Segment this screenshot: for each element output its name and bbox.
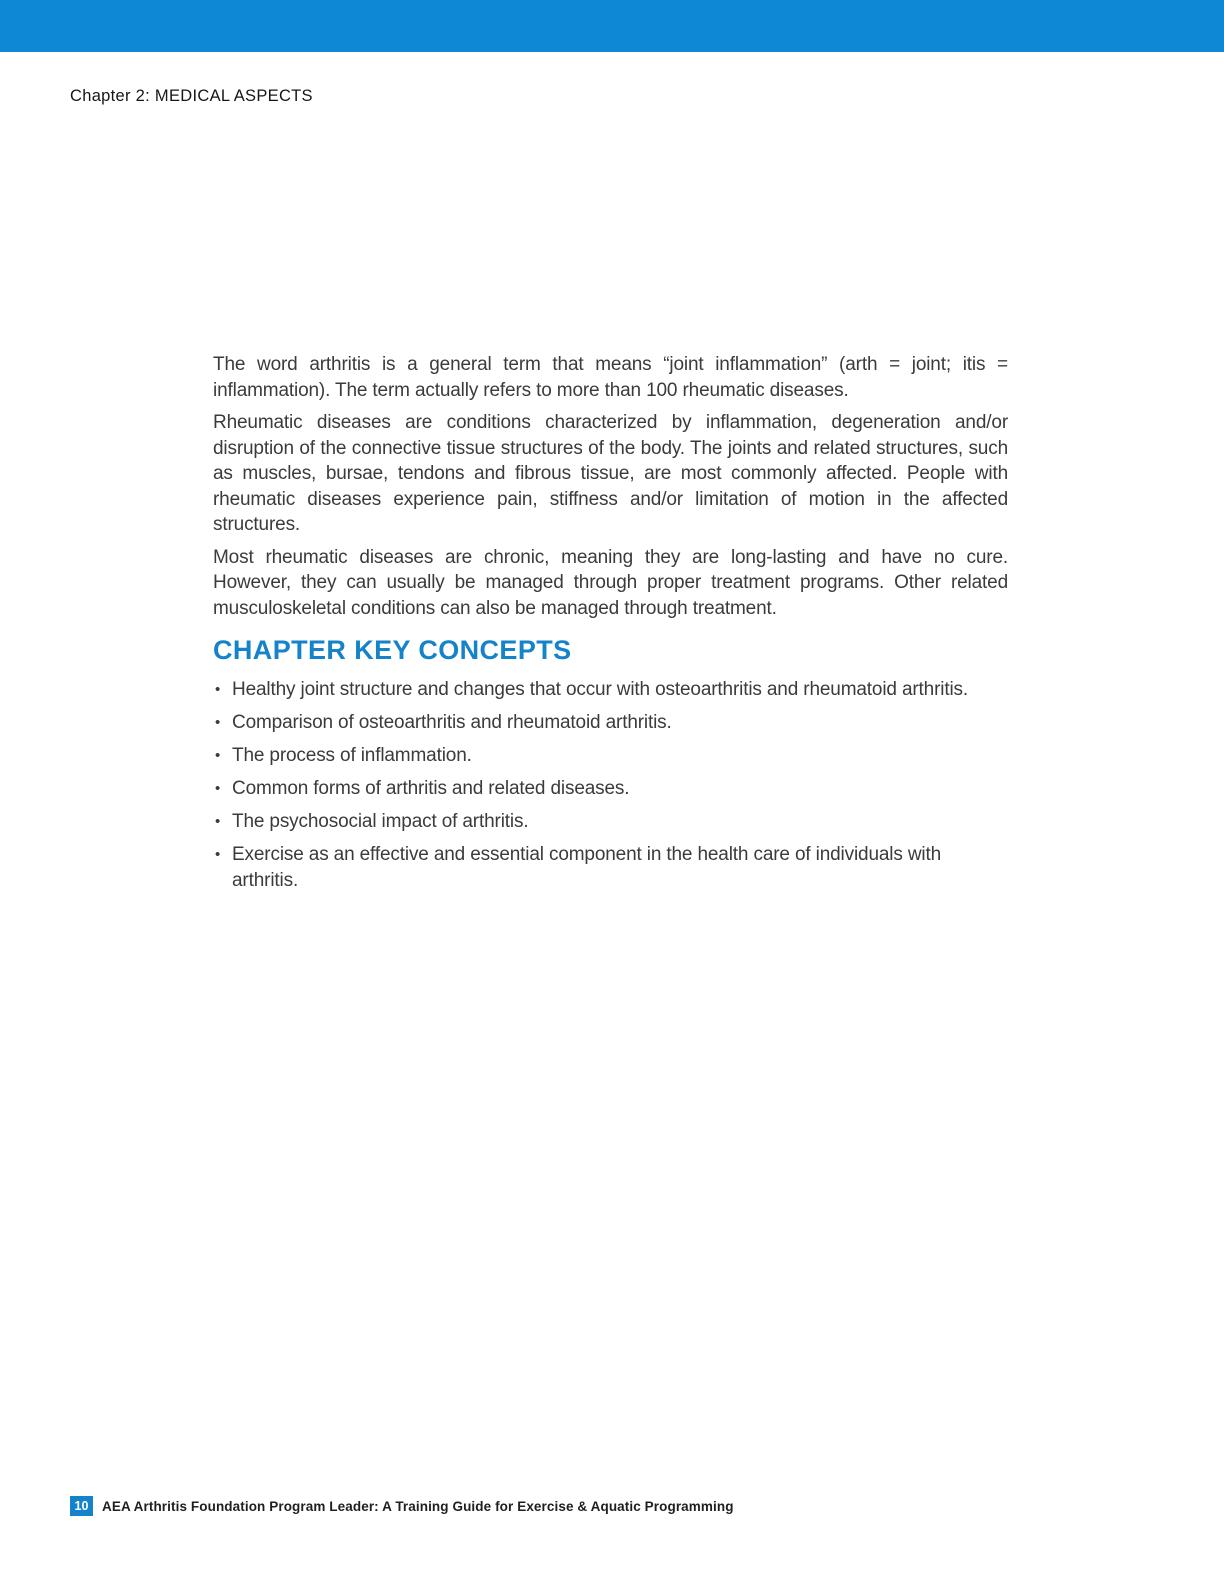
chapter-header: Chapter 2: MEDICAL ASPECTS [70, 87, 313, 105]
footer-title: AEA Arthritis Foundation Program Leader: A Training Guide for Exercise & Aquatic Programming [102, 1498, 734, 1514]
top-banner [0, 0, 1224, 52]
body-paragraph-3: Most rheumatic diseases are chronic, meaning they are long-lasting and have no cure. However, they can usually be managed through proper treatment programs. Other related musculoskeletal conditions can also be managed through treatment. [213, 546, 1008, 619]
list-item [213, 677, 1008, 703]
body-paragraph-2: Rheumatic diseases are conditions characterized by inflammation, degeneration and/or disruption of the connective tissue structures of the body. The joints and related structures, such as muscles, bursae, tendons and fibrous tissue, are most commonly affected. People with rheumatic diseases experience pain, stiffness and/or limitation of motion in the affected structures. [213, 412, 1008, 535]
list-item-text: Common forms of arthritis and related diseases. [232, 778, 630, 799]
bullet-icon: • [215, 681, 221, 698]
bullet-icon: • [215, 846, 221, 863]
list-item [213, 776, 1008, 802]
body-paragraph-1: The word arthritis is a general term that means “joint inflammation” (arth = joint; itis = inflammation). The term actually refers to more than 100 rheumatic diseases. [213, 354, 1008, 401]
bullet-icon: • [215, 780, 221, 797]
list-item [213, 743, 1008, 769]
list-item-text: Comparison of osteoarthritis and rheumatoid arthritis. [232, 712, 672, 733]
bullet-icon: • [215, 714, 221, 731]
list-item [213, 809, 1008, 835]
list-item-text: Exercise as an effective and essential component in the health care of individuals with arthritis. [232, 844, 942, 891]
key-concepts-list [213, 677, 1008, 893]
page-footer [70, 1496, 734, 1516]
main-content [213, 352, 1008, 901]
bullet-icon: • [215, 747, 221, 764]
list-item-text: The psychosocial impact of arthritis. [232, 811, 529, 832]
page-number-badge: 10 [70, 1496, 93, 1516]
section-heading: CHAPTER KEY CONCEPTS [213, 635, 572, 665]
list-item-text: The process of inflammation. [232, 745, 472, 766]
list-item [213, 710, 1008, 736]
list-item-text: Healthy joint structure and changes that occur with osteoarthritis and rheumatoid arthritis. [232, 679, 969, 700]
bullet-icon: • [215, 813, 221, 830]
list-item [213, 842, 1008, 893]
